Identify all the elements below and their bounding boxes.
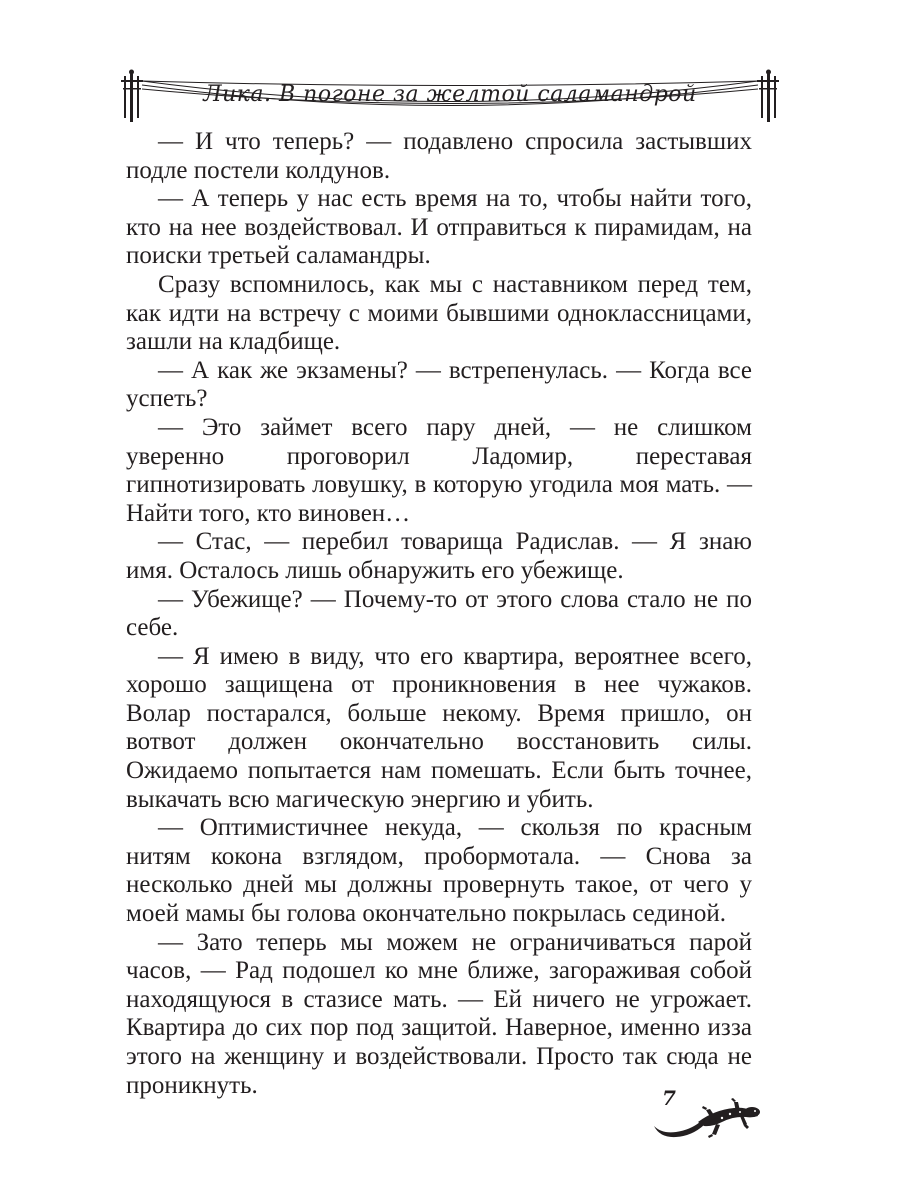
paragraph: Сразу вспомнилось, как мы с наставником перед тем, как идти на встречу с моими бывшими одноклассницами, зашли на кладбище. xyxy=(126,270,752,356)
paragraph: — И что теперь? — подавлено спросила застывших подле постели колдунов. xyxy=(126,128,752,184)
salamander-icon xyxy=(652,1092,762,1140)
paragraph: — Убежище? — Почему-то от этого слова стало не по себе. xyxy=(126,585,752,642)
running-header xyxy=(118,66,782,126)
paragraph: — А теперь у нас есть время на то, чтобы найти того, кто на нее воздействовал. И отправиться к пирамидам, на поиски третьей саламандры. xyxy=(126,185,752,270)
page-number: 7 xyxy=(662,1086,676,1110)
paragraph: — Стас, — перебил товарища Радислав. — Я знаю имя. Осталось лишь обнаружить его убежище. xyxy=(126,528,752,584)
paragraph: — Оптимистичнее некуда, — скользя по красным нитям кокона взглядом, пробормотала. — Снова за несколько дней мы должны провернуть такое, от чего у моей мамы бы голова окончательно покрылась сединой. xyxy=(126,814,752,928)
paragraph: — Зато теперь мы можем не ограничиваться парой часов, — Рад подошел ко мне ближе, загораживая собой находящуюся в стазисе мать. — Ей ничего не угрожает. Квартира до сих пор под защитой. Наверное, именно изза этого на женщину и воздействовали. Просто так сюда не проникнуть. xyxy=(126,928,752,1099)
header-title: Лика. В погоне за желтой саламандрой xyxy=(203,82,697,107)
body-text xyxy=(126,128,752,1100)
paragraph: — Это займет всего пару дней, — не слишком уверенно проговорил Ладомир, переставая гипнотизировать ловушку, в которую угодила моя мать. — Найти того, кто виновен… xyxy=(126,413,752,527)
paragraph: — А как же экзамены? — встрепенулась. — Когда все успеть? xyxy=(126,356,752,413)
paragraph: — Я имею в виду, что его квартира, вероятнее всего, хорошо защищена от проникновения в нее чужаков. Волар постарался, больше некому. Время пришло, он вотвот должен окончательно восстановить силы. Ожидаемо попытается нам помешать. Если быть точнее, выкачать всю магическую энергию и убить. xyxy=(126,642,752,813)
